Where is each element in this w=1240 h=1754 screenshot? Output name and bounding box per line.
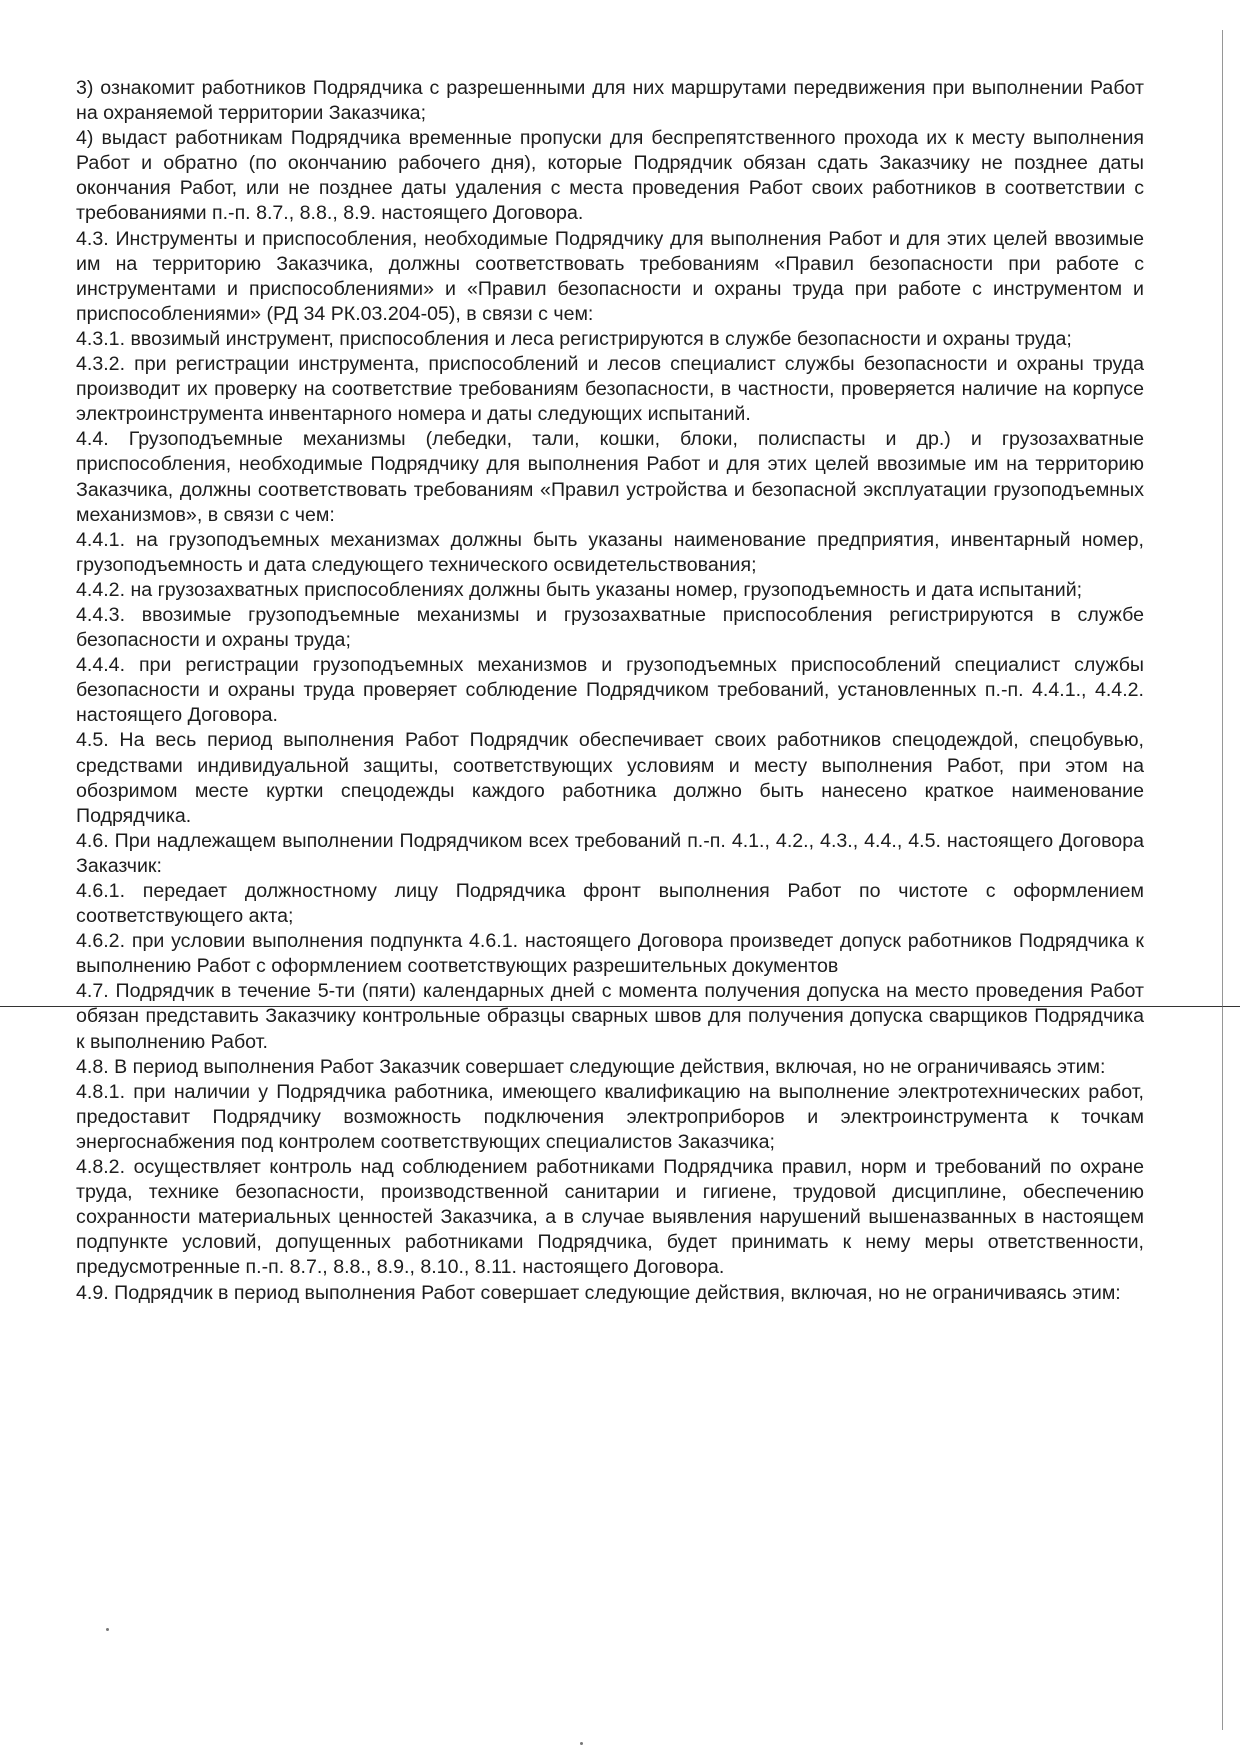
paragraph-4-4-4: 4.4.4. при регистрации грузоподъемных механизмов и грузоподъемных приспособлений специалист службы безопасности и охраны труда проверяет соблюдение Подрядчиком требований, установленных п.-п. 4.4.1., 4.4.2. настоящего Договора.	[76, 654, 1144, 727]
paragraph-4-6-2: 4.6.2. при условии выполнения подпункта 4.6.1. настоящего Договора произведет допуск работников Подрядчика к выполнению Работ с оформлением соответствующих разрешительных документов	[76, 930, 1144, 978]
paragraph-4-3-1: 4.3.1. ввозимый инструмент, приспособления и леса регистрируются в службе безопасности и охраны труда;	[76, 327, 1072, 350]
paragraph-4-4-1: 4.4.1. на грузоподъемных механизмах должны быть указаны наименование предприятия, инвентарный номер, грузоподъемность и дата следующего технического освидетельствования;	[76, 528, 1144, 576]
document-body	[76, 76, 1144, 1306]
paragraph-4-6: 4.6. При надлежащем выполнении Подрядчиком всех требований п.-п. 4.1., 4.2., 4.3., 4.4., 4.5. настоящего Договора Заказчик:	[76, 829, 1144, 877]
scan-right-edge-line	[1222, 30, 1223, 1730]
paragraph-3-familiarize: 3) ознакомит работников Подрядчика с разрешенными для них маршрутами передвижения при выполнении Работ на охраняемой территории Заказчика;	[76, 77, 1144, 125]
paragraph-4-8: 4.8. В период выполнения Работ Заказчик совершает следующие действия, включая, но не ограничиваясь этим:	[76, 1055, 1106, 1078]
paragraph-4-6-1: 4.6.1. передает должностному лицу Подрядчика фронт выполнения Работ по чистоте с оформлением соответствующего акта;	[76, 880, 1144, 928]
paragraph-4-5: 4.5. На весь период выполнения Работ Подрядчик обеспечивает своих работников спецодеждой, спецобувью, средствами индивидуальной защиты, соответствующих условиям и месту выполнения Работ, при этом на обозримом месте куртки спецодежды каждого работника должно быть нанесено краткое наименование Подрядчика.	[76, 729, 1144, 827]
paragraph-4-9: 4.9. Подрядчик в период выполнения Работ совершает следующие действия, включая, но не ограничиваясь этим:	[76, 1281, 1121, 1304]
paragraph-4-8-1: 4.8.1. при наличии у Подрядчика работника, имеющего квалификацию на выполнение электротехнических работ, предоставит Подрядчику возможность подключения электроприборов и электроинструмента к точкам энергоснабжения под контролем соответствующих специалистов Заказчика;	[76, 1080, 1144, 1153]
paragraph-4-4: 4.4. Грузоподъемные механизмы (лебедки, тали, кошки, блоки, полиспасты и др.) и грузозахватные приспособления, необходимые Подрядчику для выполнения Работ и для этих целей ввозимые им на территорию Заказчика, должны соответствовать требованиям «Правил устройства и безопасной эксплуатации грузоподъемных механизмов», в связи с чем:	[76, 428, 1144, 526]
paragraph-4-3: 4.3. Инструменты и приспособления, необходимые Подрядчику для выполнения Работ и для этих целей ввозимые им на территорию Заказчика, должны соответствовать требованиям «Правил безопасности при работе с инструментами и приспособлениями» и «Правил безопасности и охраны труда при работе с инструментом и приспособлениями» (РД 34 РК.03.204-05), в связи с чем:	[76, 227, 1144, 325]
paragraph-4-7: 4.7. Подрядчик в течение 5-ти (пяти) календарных дней с момента получения допуска на место проведения Работ обязан представить Заказчику контрольные образцы сварных швов для получения допуска сварщиков Подрядчика к выполнению Работ.	[76, 980, 1144, 1053]
paragraph-4-4-2: 4.4.2. на грузозахватных приспособлениях должны быть указаны номер, грузоподъемность и дата испытаний;	[76, 578, 1083, 601]
paragraph-4-passes: 4) выдаст работникам Подрядчика временные пропуски для беспрепятственного прохода их к месту выполнения Работ и обратно (по окончанию рабочего дня), которые Подрядчик обязан сдать Заказчику не позднее даты окончания Работ, или не позднее даты удаления с места проведения Работ своих работников в соответствии с требованиями п.-п. 8.7., 8.8., 8.9. настоящего Договора.	[76, 127, 1144, 225]
scan-horizontal-line	[0, 1006, 1240, 1007]
paragraph-4-4-3: 4.4.3. ввозимые грузоподъемные механизмы и грузозахватные приспособления регистрируются в службе безопасности и охраны труда;	[76, 603, 1144, 652]
scan-speck	[106, 1628, 109, 1631]
scan-speck	[580, 1742, 583, 1745]
paragraph-4-8-2: 4.8.2. осуществляет контроль над соблюдением работниками Подрядчика правил, норм и требований по охране труда, технике безопасности, производственной санитарии и гигиене, трудовой дисциплине, обеспечению сохранности материальных ценностей Заказчика, а в случае выявления нарушений вышеназванных в настоящем подпункте условий, допущенных работниками Подрядчика, будет принимать к нему меры ответственности, предусмотренные п.-п. 8.7., 8.8., 8.9., 8.10., 8.11. настоящего Договора.	[76, 1156, 1144, 1279]
paragraph-4-3-2: 4.3.2. при регистрации инструмента, приспособлений и лесов специалист службы безопасности и охраны труда производит их проверку на соответствие требованиям безопасности, в частности, проверяется наличие на корпусе электроинструмента инвентарного номера и даты следующих испытаний.	[76, 353, 1144, 426]
